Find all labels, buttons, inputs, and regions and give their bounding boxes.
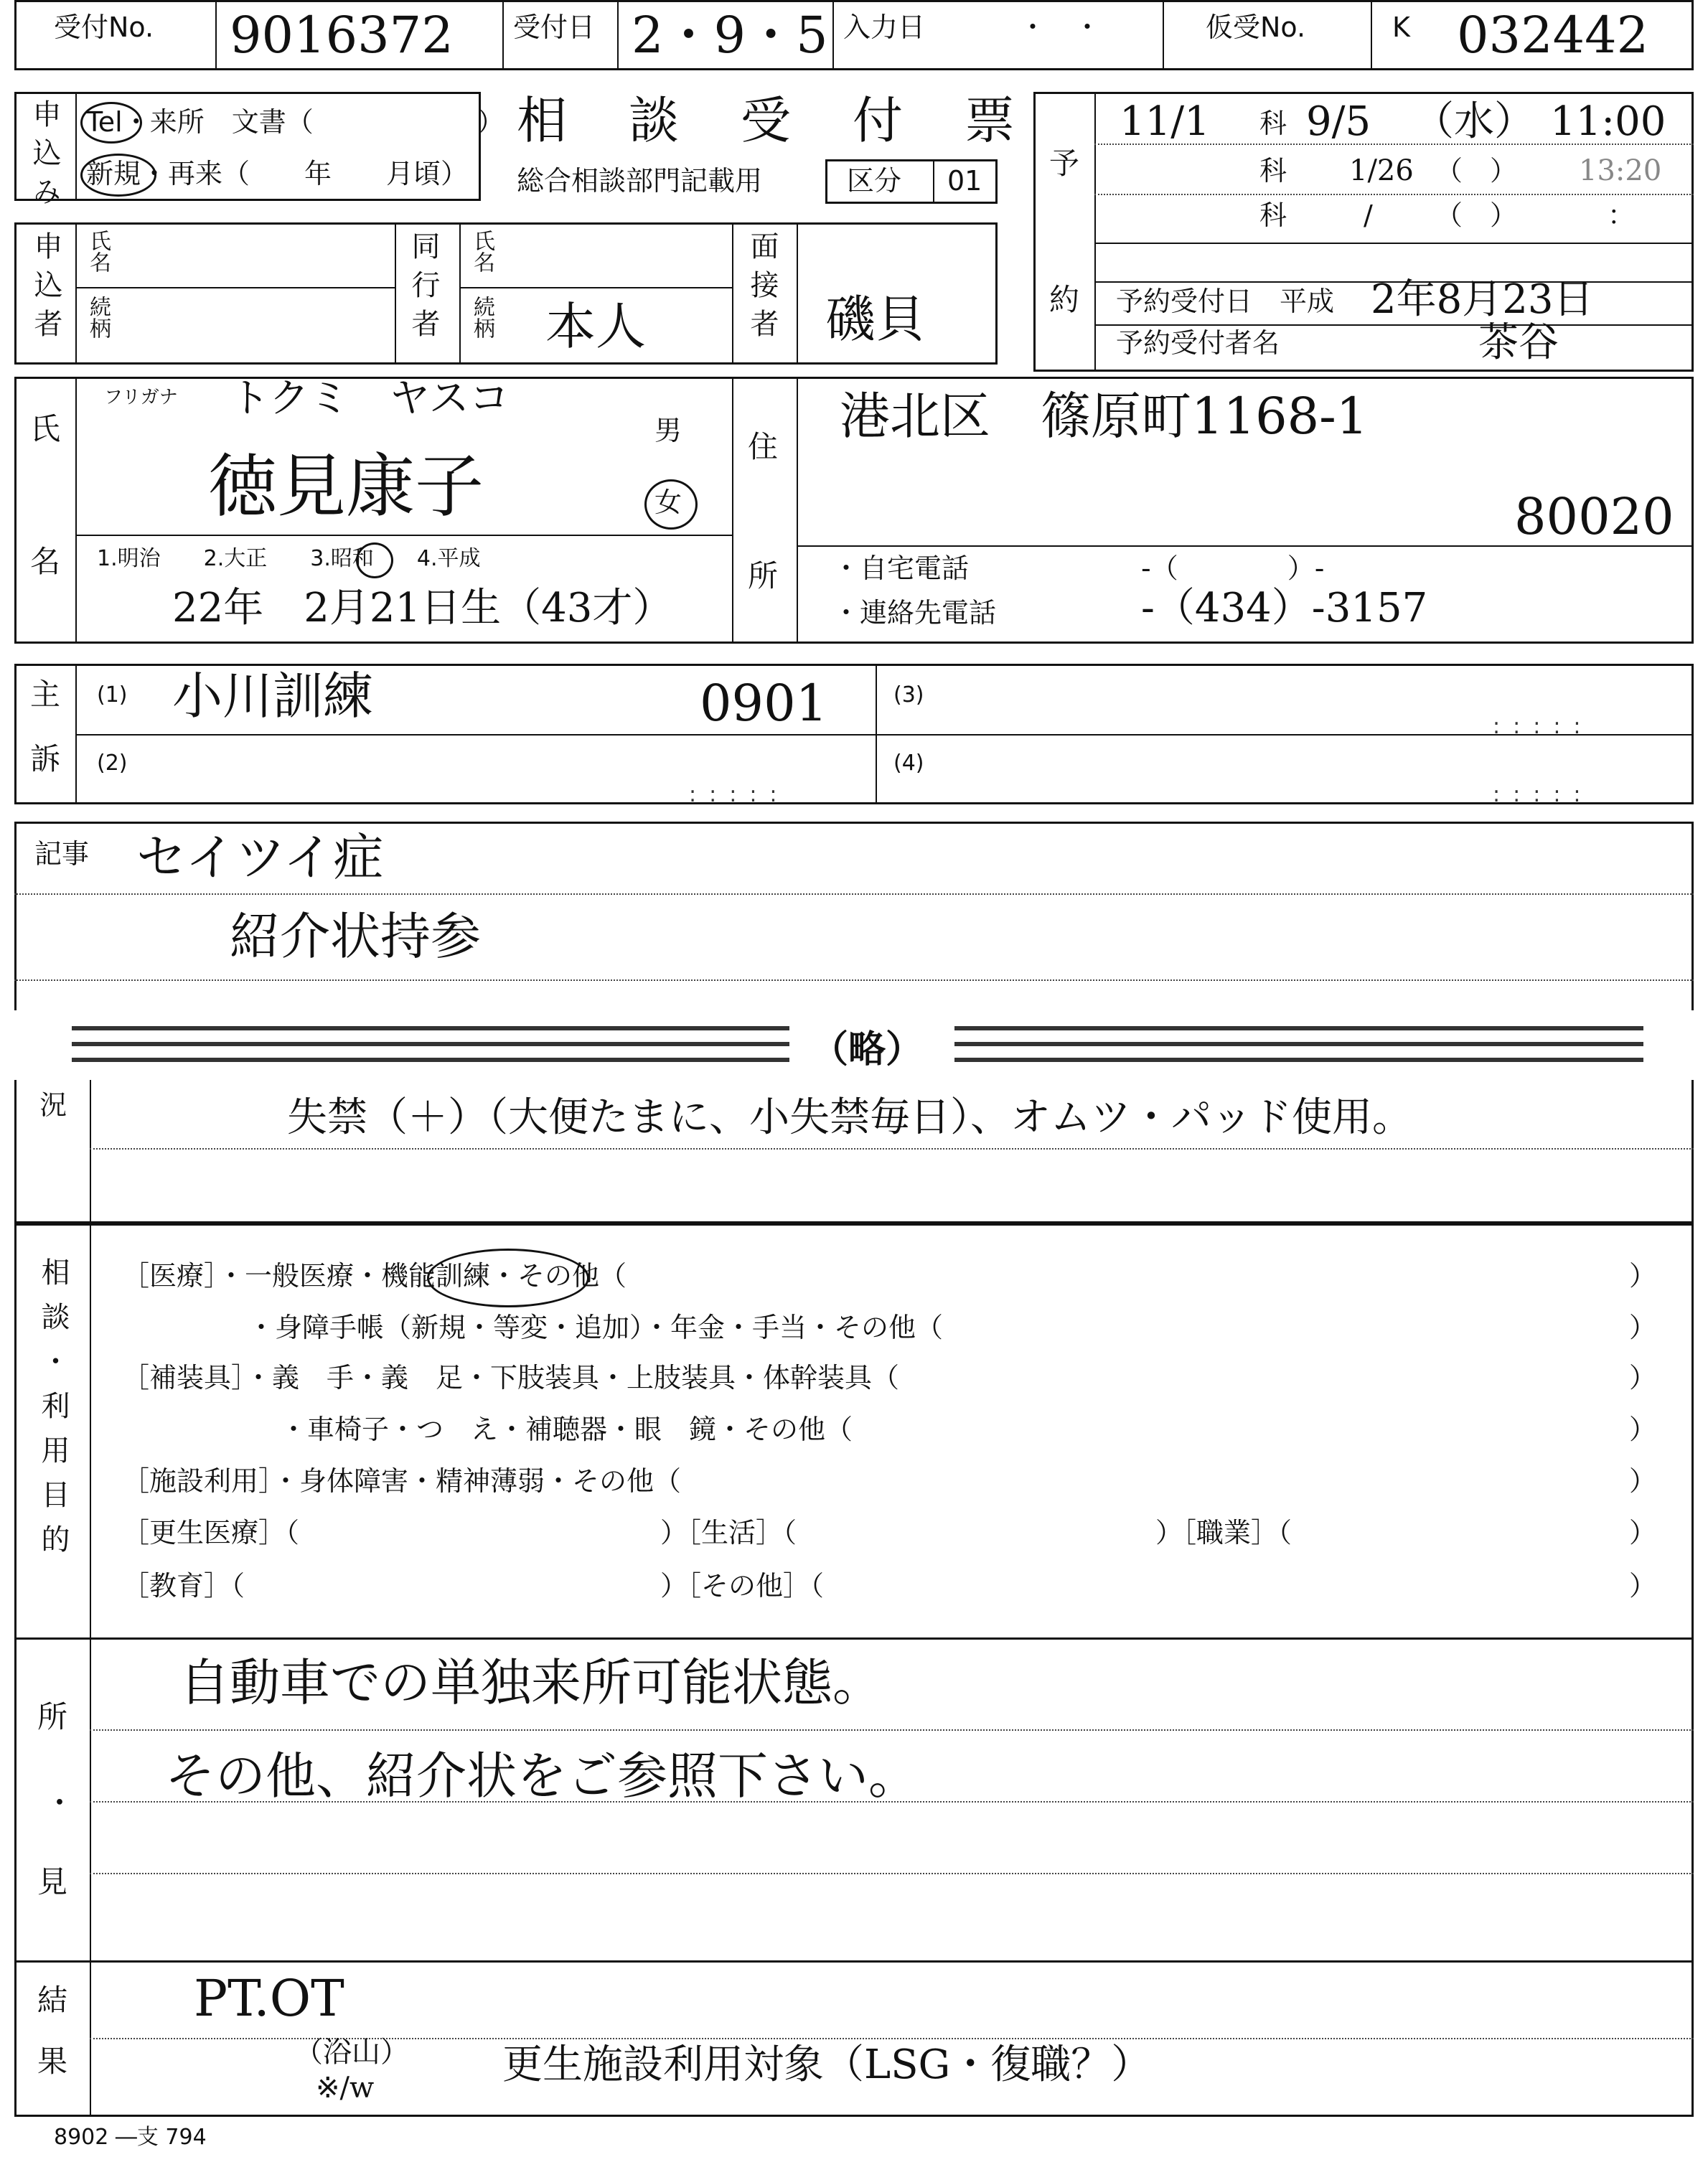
result-sub: ※/w [316, 2072, 375, 2105]
reservation-receiver: 茶谷 [1478, 319, 1559, 366]
reservation-row2-time: 13:20 [1579, 154, 1662, 187]
interviewer-label: 面接者 [746, 231, 779, 347]
purpose-close-2: ） [1629, 1312, 1657, 1343]
reservation-row3-time: ： [1608, 199, 1636, 231]
purpose-line-rehab-medical: ［更生医療］（ [122, 1517, 300, 1549]
reservation-receiver-label: 予約受付者名 [1116, 327, 1280, 359]
purpose-close-7: ） [1629, 1570, 1657, 1602]
provisional-prefix: K [1392, 11, 1410, 43]
address: 港北区 篠原町1168-1 [840, 387, 1369, 446]
tel-circle [80, 102, 142, 144]
companion-label: 同行者 [407, 231, 440, 347]
reservation-row1-weekday: （水） [1414, 98, 1534, 145]
person-name-label-2: 名 [30, 544, 61, 579]
contact-phone-label: ・連絡先電話 [832, 597, 997, 629]
reservation-received-date-label: 予約受付日 平成 [1116, 286, 1335, 317]
applicant-relation-label: 続柄 [85, 296, 111, 339]
reservation-row3-dept-label: 科 [1259, 199, 1287, 231]
visit-type-options: 新規・再来（ 年 月頃） [86, 158, 469, 189]
notes-line2: 紹介状持参 [230, 907, 481, 966]
receipt-no-label: 受付No. [54, 11, 154, 43]
reservation-row1-dept: 9/5 [1306, 98, 1371, 145]
result-line2: 更生施設利用対象（LSG・復職？） [502, 2041, 1152, 2088]
purpose-close-3: ） [1629, 1362, 1657, 1394]
showa-circle [356, 542, 393, 578]
input-date: ・ ・ [1019, 11, 1102, 43]
applicant-name-label: 氏名 [85, 230, 111, 273]
companion-name-label: 氏名 [469, 230, 494, 273]
category-label: 区分 [847, 165, 902, 197]
notes-line1: セイツイ症 [136, 828, 384, 887]
era-options: 1.明治 2.大正 3.昭和 4.平成 [97, 546, 481, 571]
purpose-close-1: ） [1629, 1260, 1657, 1292]
address-label-1: 住 [748, 429, 779, 464]
complaint-1-text: 小川訓練 [172, 667, 373, 725]
complaint-1-no: (1) [97, 682, 128, 708]
purpose-line-medical: ［医療］・一般医療・機能訓練・その他（ [122, 1260, 627, 1292]
result-note: （浴山） [294, 2036, 409, 2069]
purpose-life: ）［生活］（ [660, 1517, 797, 1549]
result-label-2: 果 [37, 2044, 68, 2079]
receipt-date: 2・9・5 [632, 6, 828, 65]
status-text: 失禁（＋）（大便たまに、小失禁毎日）、オムツ・パッド使用。 [287, 1094, 1412, 1141]
form-subtitle: 総合相談部門記載用 [517, 165, 763, 197]
form-code: 8902 ―支 794 [54, 2125, 207, 2150]
input-date-label: 入力日 [843, 11, 926, 43]
furigana: トクミ ヤスコ [230, 375, 510, 422]
complaint-label-2: 訴 [30, 741, 61, 776]
purpose-line-prosthetics: ［補装具］・義 手・義 足・下肢装具・上肢装具・体幹装具（ [122, 1362, 900, 1394]
opinion-line1: 自動車での単独来所可能状態。 [179, 1653, 883, 1712]
omitted-label: （略） [811, 1028, 924, 1071]
companion-relation: 本人 [545, 297, 646, 356]
reservation-received-date: 2年8月23日 [1371, 276, 1594, 323]
opinion-line2: その他、紹介状をご参照下さい。 [165, 1747, 919, 1805]
new-circle [80, 154, 156, 197]
reservation-row3-dept: / [1364, 199, 1373, 231]
complaint-label-1: 主 [30, 677, 61, 712]
purpose-label: 相談・利用目的 [37, 1257, 70, 1569]
reservation-row2-dept-label: 科 [1259, 155, 1287, 187]
purpose-line-wheelchair: ・車椅子・つ え・補聴器・眼 鏡・その他（ [280, 1414, 853, 1445]
companion-relation-label: 続柄 [469, 296, 494, 339]
complaint-4-no: (4) [893, 751, 924, 776]
purpose-line-education: ［教育］（ [122, 1570, 245, 1602]
complaint-dots-4: ::::: [1493, 782, 1594, 807]
purpose-close-6: ） [1629, 1517, 1657, 1549]
address-label-2: 所 [748, 558, 779, 593]
provisional-no: 032442 [1457, 6, 1649, 65]
postal-code: 80020 [1514, 487, 1674, 546]
furigana-label: フリガナ [104, 387, 178, 408]
opinion-label-dot: ・ [44, 1785, 75, 1820]
receipt-no: 9016372 [230, 6, 454, 65]
application-method-label: 申込み [28, 99, 61, 215]
reservation-row1-dept-label: 科 [1259, 108, 1287, 139]
reservation-row1-time: 11:00 [1550, 98, 1666, 145]
purpose-close-4: ） [1629, 1414, 1657, 1445]
complaint-1-code: 0901 [700, 674, 828, 733]
reservation-row3-weekday: （ ） [1435, 199, 1518, 231]
reservation-row1-date: 11/1 [1120, 98, 1210, 145]
complaint-3-no: (3) [893, 682, 924, 708]
application-method-options: Tel・来所 文書（ ） [86, 106, 505, 138]
female-circle [644, 479, 698, 530]
home-phone-label: ・自宅電話 [832, 553, 970, 584]
birth-date: 22年 2月21日生（43才） [172, 585, 673, 631]
opinion-label-1: 所 [37, 1699, 68, 1734]
category-value: 01 [947, 165, 982, 197]
complaint-2-no: (2) [97, 751, 128, 776]
provisional-no-label: 仮受No. [1206, 11, 1306, 43]
receipt-date-label: 受付日 [513, 11, 596, 43]
complaint-dots-2: ::::: [689, 782, 790, 807]
interviewer: 磯貝 [825, 290, 926, 349]
reservation-row2-weekday: （ ） [1435, 155, 1518, 187]
complaint-dots: ::::: [1493, 714, 1594, 739]
purpose-job: ）［職業］（ [1155, 1517, 1292, 1549]
home-phone: -（ ）- [1141, 553, 1325, 584]
purpose-other: ）［その他］（ [660, 1570, 825, 1602]
reservation-label-2: 約 [1049, 282, 1080, 317]
result-line1: PT.OT [194, 1969, 344, 2028]
applicant-label: 申込者 [29, 231, 62, 347]
purpose-close-5: ） [1629, 1465, 1657, 1497]
status-label: 況 [39, 1089, 67, 1121]
reservation-label-1: 予 [1049, 146, 1080, 181]
sex-female: 女 [654, 487, 682, 518]
form-title: 相 談 受 付 票 [517, 91, 1020, 150]
function-training-circle [427, 1249, 589, 1307]
person-name-label-1: 氏 [30, 411, 61, 446]
purpose-line-facility: ［施設利用］・身体障害・精神薄弱・その他（ [122, 1465, 682, 1497]
person-name: 徳見康子 [208, 446, 484, 527]
notes-label: 記事 [34, 838, 90, 870]
reservation-row2-dept: 1/26 [1349, 154, 1414, 187]
sex-male: 男 [654, 415, 682, 446]
contact-phone: -（434）-3157 [1141, 585, 1428, 631]
opinion-label-2: 見 [37, 1864, 68, 1899]
purpose-line-handbook: ・身障手帳（新規・等変・追加）・年金・手当・その他（ [248, 1312, 944, 1343]
result-label-1: 結 [37, 1983, 68, 2018]
